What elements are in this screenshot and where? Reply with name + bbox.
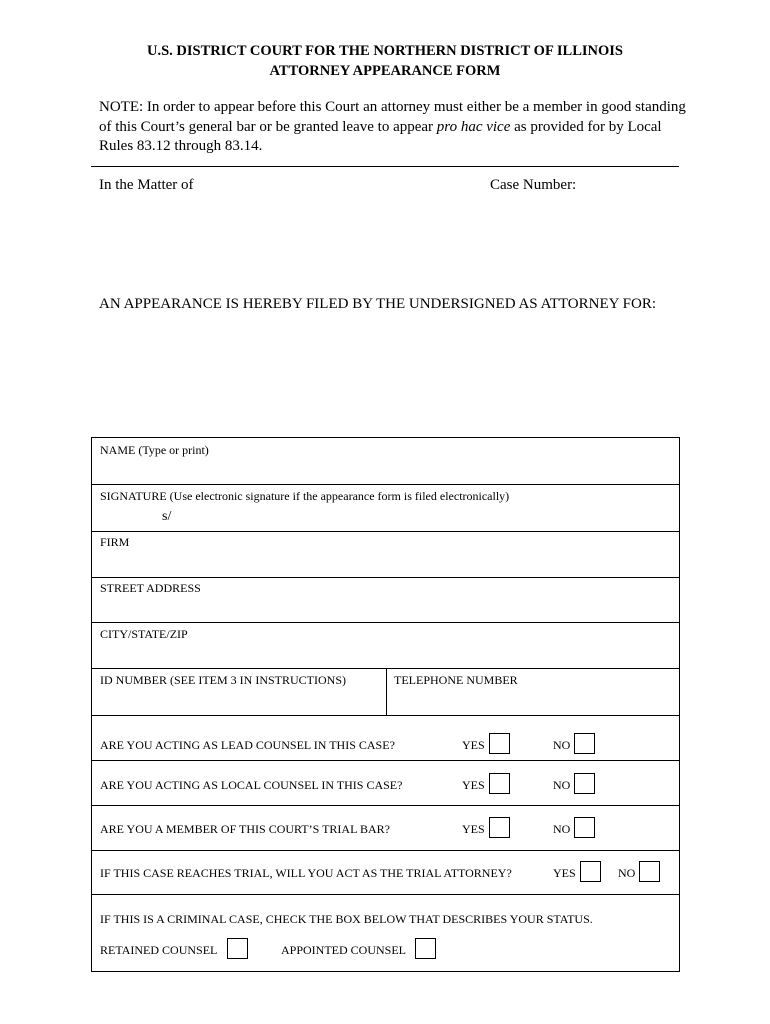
case-number-label: Case Number: bbox=[490, 177, 577, 193]
attorney-info-table bbox=[91, 437, 680, 972]
appearance-statement: AN APPEARANCE IS HEREBY FILED BY THE UNDERSIGNED AS ATTORNEY FOR: bbox=[99, 296, 656, 312]
yes-label: YES bbox=[553, 866, 576, 880]
no-label: NO bbox=[553, 822, 571, 836]
trial-bar-yes-checkbox[interactable] bbox=[489, 817, 510, 838]
trial-attorney-yes-checkbox[interactable] bbox=[580, 861, 601, 882]
lead-counsel-question: ARE YOU ACTING AS LEAD COUNSEL IN THIS CASE? bbox=[100, 738, 395, 752]
no-label: NO bbox=[553, 738, 571, 752]
matter-label: In the Matter of bbox=[99, 177, 194, 193]
no-label: NO bbox=[618, 866, 636, 880]
trial-attorney-question: IF THIS CASE REACHES TRIAL, WILL YOU ACT AS THE TRIAL ATTORNEY? bbox=[100, 866, 512, 880]
note-text-end: as provided for by Local Rules 83.12 through 83.14. bbox=[99, 118, 662, 154]
signature-field[interactable]: SIGNATURE (Use electronic signature if the appearance form is filed electronically) bbox=[100, 489, 510, 503]
yes-label: YES bbox=[462, 822, 485, 836]
local-counsel-question: ARE YOU ACTING AS LOCAL COUNSEL IN THIS CASE? bbox=[100, 778, 403, 792]
retained-counsel-label: RETAINED COUNSEL bbox=[100, 943, 218, 957]
trial-bar-question: ARE YOU A MEMBER OF THIS COURT’S TRIAL BAR? bbox=[100, 822, 390, 836]
lead-counsel-yes-checkbox[interactable] bbox=[489, 733, 510, 754]
criminal-case-prompt: IF THIS IS A CRIMINAL CASE, CHECK THE BOX BELOW THAT DESCRIBES YOUR STATUS. bbox=[100, 912, 593, 926]
trial-attorney-no-checkbox[interactable] bbox=[639, 861, 660, 882]
yes-label: YES bbox=[462, 778, 485, 792]
local-counsel-no-checkbox[interactable] bbox=[574, 773, 595, 794]
telephone-field[interactable]: TELEPHONE NUMBER bbox=[394, 673, 518, 687]
note-italic: pro hac vice bbox=[436, 118, 511, 135]
court-title: U.S. DISTRICT COURT FOR THE NORTHERN DISTRICT OF ILLINOIS bbox=[147, 43, 623, 59]
trial-bar-no-checkbox[interactable] bbox=[574, 817, 595, 838]
signature-prefix: s/ bbox=[162, 509, 172, 524]
appointed-counsel-checkbox[interactable] bbox=[415, 938, 436, 959]
form-title: ATTORNEY APPEARANCE FORM bbox=[269, 63, 501, 79]
local-counsel-yes-checkbox[interactable] bbox=[489, 773, 510, 794]
no-label: NO bbox=[553, 778, 571, 792]
city-state-zip-field[interactable]: CITY/STATE/ZIP bbox=[100, 627, 188, 641]
note-paragraph bbox=[99, 98, 689, 157]
retained-counsel-checkbox[interactable] bbox=[227, 938, 248, 959]
id-number-field[interactable]: ID NUMBER (SEE ITEM 3 IN INSTRUCTIONS) bbox=[100, 673, 346, 687]
appointed-counsel-label: APPOINTED COUNSEL bbox=[281, 943, 407, 957]
note-text: NOTE: In order to appear before this Court an attorney must either be a member in good standing of this Court’s general bar or be granted leave to appear bbox=[99, 99, 686, 135]
divider bbox=[91, 166, 679, 167]
lead-counsel-no-checkbox[interactable] bbox=[574, 733, 595, 754]
name-field[interactable]: NAME (Type or print) bbox=[100, 443, 209, 457]
yes-label: YES bbox=[462, 738, 485, 752]
firm-field[interactable]: FIRM bbox=[100, 535, 130, 549]
street-address-field[interactable]: STREET ADDRESS bbox=[100, 581, 201, 595]
